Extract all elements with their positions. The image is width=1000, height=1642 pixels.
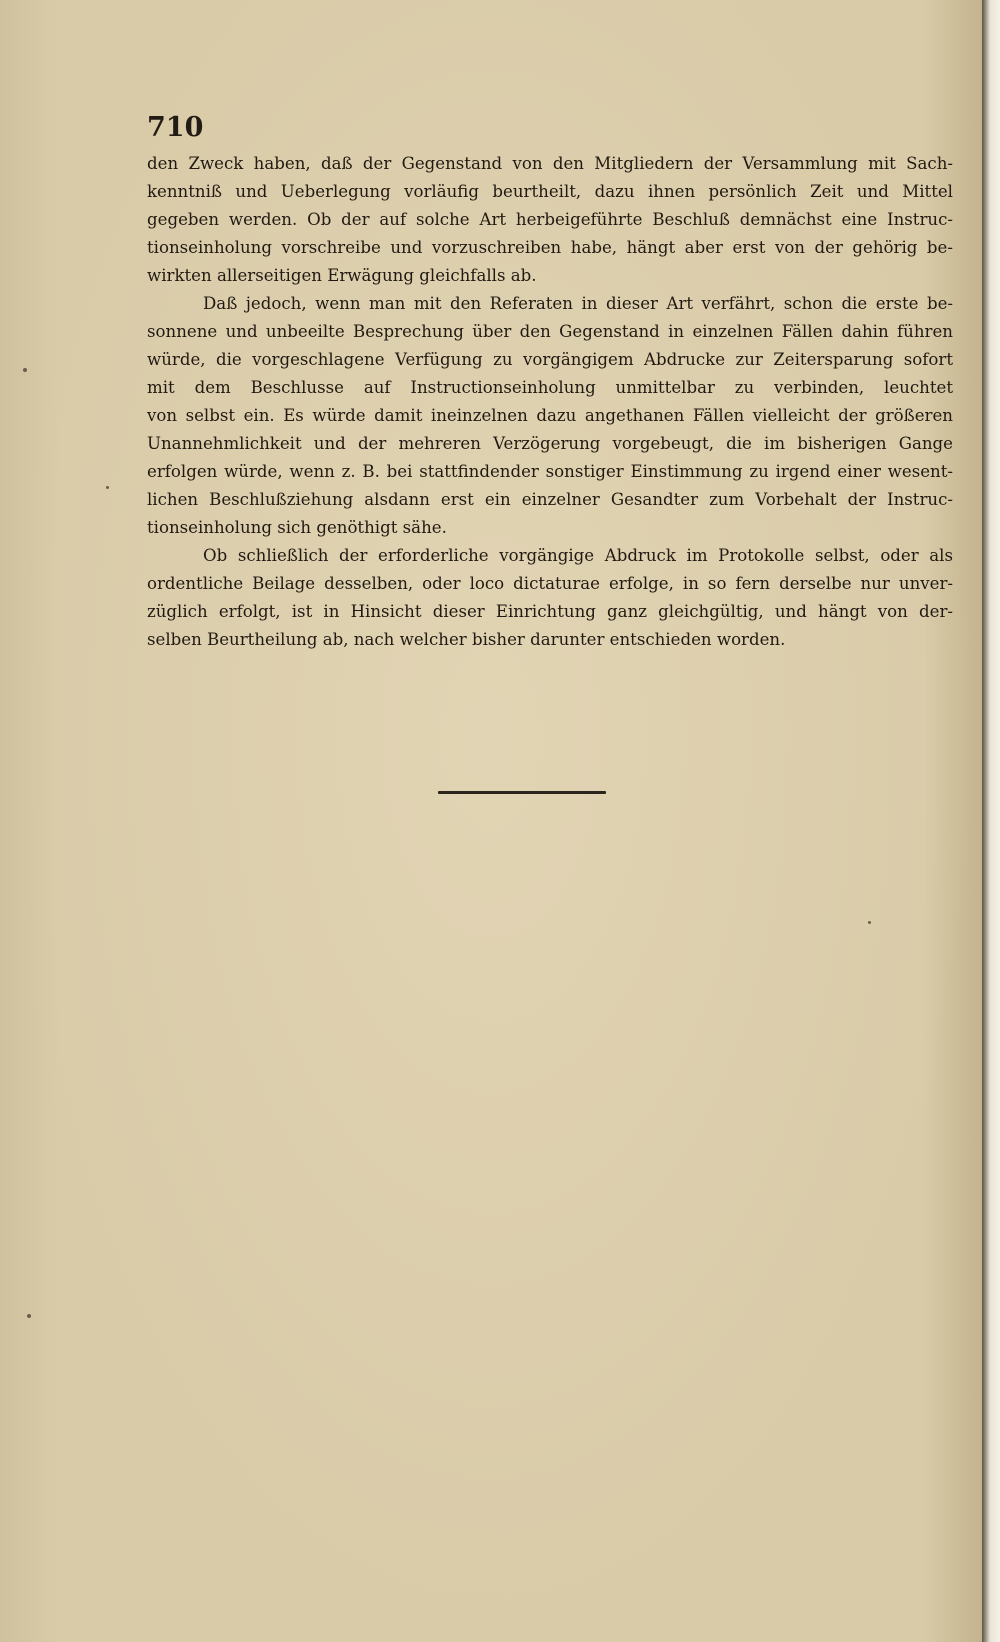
paper-speck [23, 368, 27, 372]
text-line: Unannehmlichkeit und der mehreren Verzögerung vorgebeugt, die im bisherigen Gange [147, 434, 953, 453]
text-line: selben Beurtheilung ab, nach welcher bisher darunter entschieden worden. [147, 630, 786, 649]
text-line: würde, die vorgeschlagene Verfügung zu vorgängigem Abdrucke zur Zeitersparung sofort [147, 350, 953, 369]
paper-speck [868, 921, 871, 924]
text-line: ordentliche Beilage desselben, oder loco dictaturae erfolge, in so fern derselbe nur unver- [147, 574, 953, 593]
text-line: tionseinholung sich genöthigt sähe. [147, 518, 447, 537]
text-line: Ob schließlich der erforderliche vorgängige Abdruck im Protokolle selbst, oder als [203, 546, 953, 565]
text-line: tionseinholung vorschreibe und vorzuschreiben habe, hängt aber erst von der gehörig be- [147, 238, 953, 257]
text-line: von selbst ein. Es würde damit ineinzelnen dazu angethanen Fällen vielleicht der größeren [147, 406, 953, 425]
text-line: lichen Beschlußziehung alsdann erst ein einzelner Gesandter zum Vorbehalt der Instruc- [147, 490, 953, 509]
text-line: wirkten allerseitigen Erwägung gleichfalls ab. [147, 266, 537, 285]
book-binding-edge [982, 0, 1000, 1642]
paper-speck [27, 1314, 31, 1318]
paper-speck [106, 486, 109, 489]
paragraph-2 [147, 290, 953, 542]
text-line: kenntniß und Ueberlegung vorläufig beurtheilt, dazu ihnen persönlich Zeit und Mittel [147, 182, 953, 201]
body-text [147, 150, 953, 654]
text-line: den Zweck haben, daß der Gegenstand von den Mitgliedern der Versammlung mit Sach- [147, 154, 953, 173]
paragraph-1 [147, 150, 953, 290]
page-number: 710 [147, 112, 204, 143]
end-of-section-rule [438, 791, 606, 794]
text-line: sonnene und unbeeilte Besprechung über den Gegenstand in einzelnen Fällen dahin führen [147, 322, 953, 341]
text-line: Daß jedoch, wenn man mit den Referaten in dieser Art verfährt, schon die erste be- [203, 294, 953, 313]
paragraph-3 [147, 542, 953, 654]
text-line: mit dem Beschlusse auf Instructionseinholung unmittelbar zu verbinden, leuchtet [147, 378, 953, 397]
text-line: züglich erfolgt, ist in Hinsicht dieser Einrichtung ganz gleichgültig, und hängt von der- [147, 602, 953, 621]
text-line: gegeben werden. Ob der auf solche Art herbeigeführte Beschluß demnächst eine Instruc- [147, 210, 953, 229]
text-line: erfolgen würde, wenn z. B. bei stattfindender sonstiger Einstimmung zu irgend einer wesent- [147, 462, 953, 481]
